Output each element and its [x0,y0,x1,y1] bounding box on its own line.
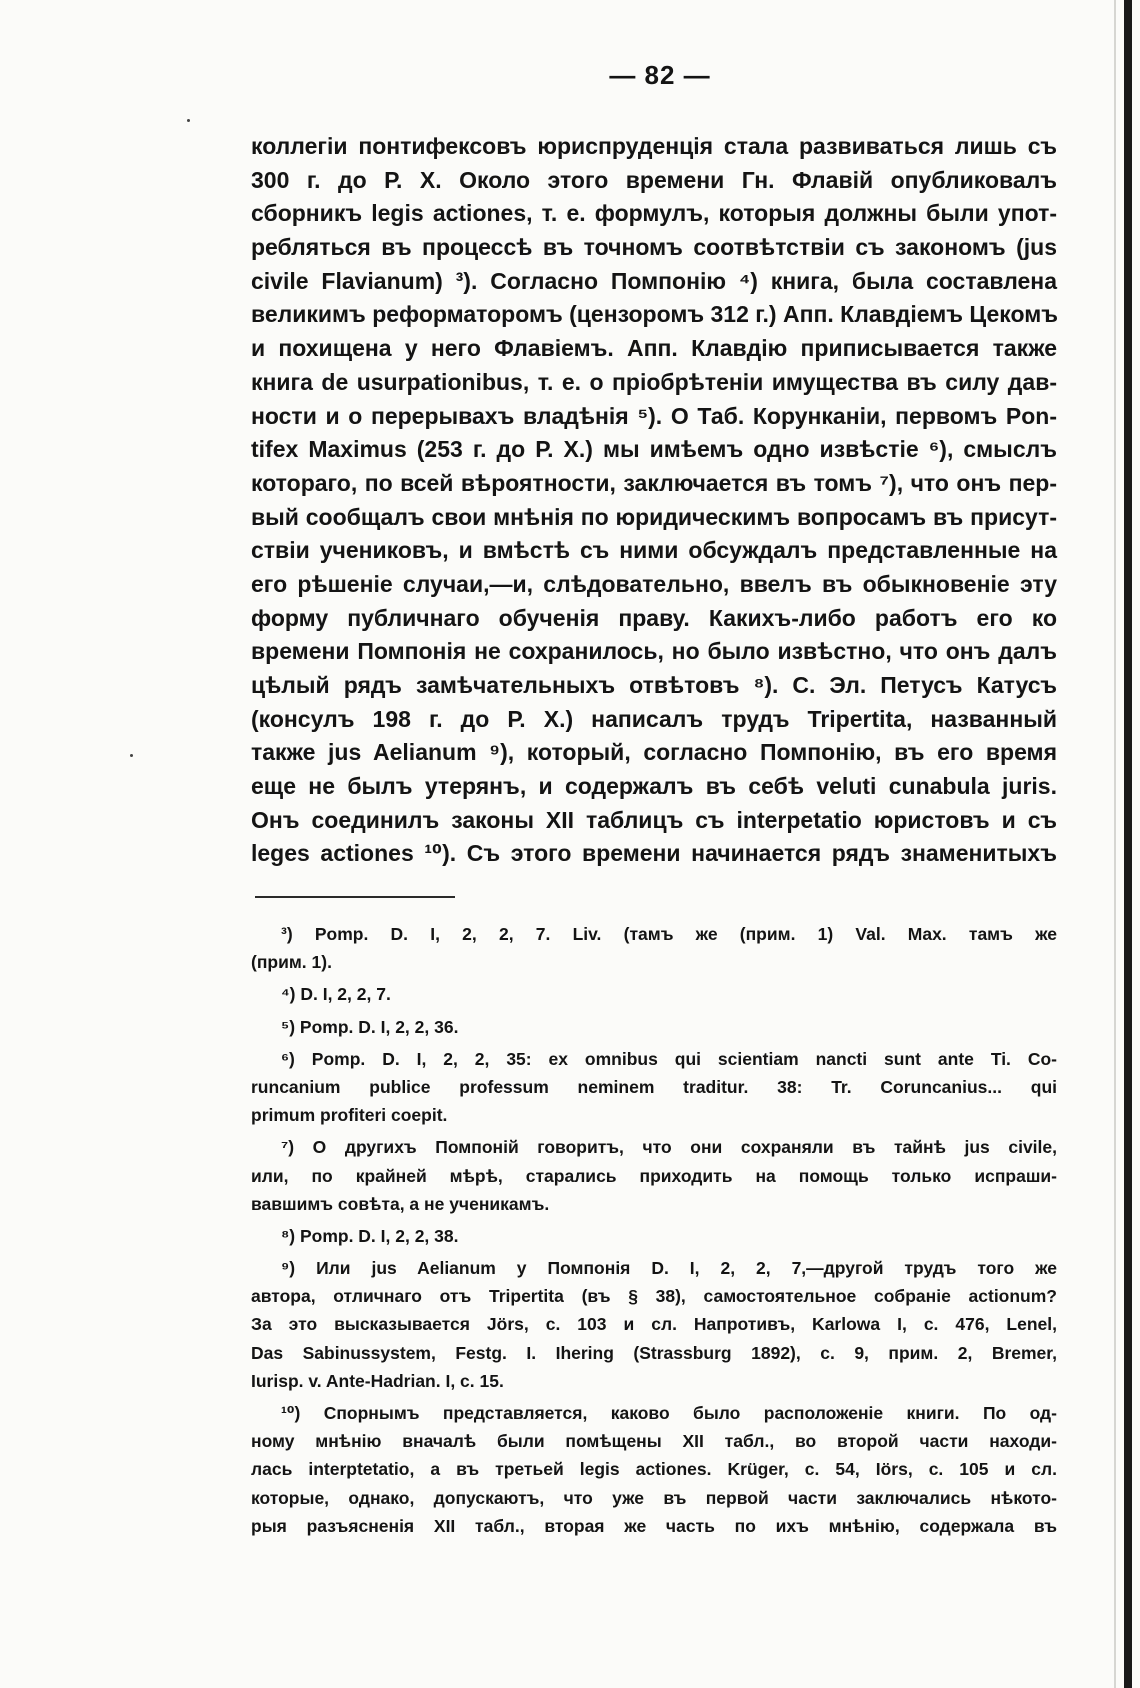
footnote-line: вавшимъ совѣта, а не ученикамъ. [251,1193,550,1214]
page-edge-binding [1124,0,1132,1688]
page-edge-shadow [1114,0,1116,1688]
footnote-6 [251,1045,1057,1130]
footnote-5 [251,1013,1057,1041]
footnote-line: runcanium publice professum neminem traditur. 38: Tr. Coruncanius... qui [251,1076,1057,1097]
footnote-line: primum profiteri coepit. [251,1105,448,1126]
footnote-line: которые, однако, допускаютъ, что уже въ первой части заключались нѣкото- [251,1487,1057,1508]
footnote-line: (прим. 1). [251,952,332,973]
text-line: также jus Aelianum ⁹), который, согласно Помпонію, въ его время [251,739,1057,766]
footnote-line: Das Sabinussystem, Festg. I. Ihering (Strassburg 1892), с. 9, прим. 2, Bremer, [251,1342,1057,1363]
text-line: великимъ реформаторомъ (цензоромъ 312 г.) Апп. Клавдіемъ Цекомъ [251,301,1058,328]
text-line: ствіи учениковъ, и вмѣстѣ съ ними обсуждалъ представленные на [251,537,1057,564]
footnote-divider [255,896,455,898]
footnote-line: лась interptetatio, а въ третьей legis actiones. Krüger, с. 54, Iörs, с. 105 и сл. [251,1459,1057,1480]
footnote-4 [251,980,1057,1008]
scan-speck [187,119,190,122]
text-line: книга de usurpationibus, т. е. о пріобрѣтеніи имущества въ силу дав- [251,368,1057,395]
footnote-8 [251,1222,1057,1250]
text-line: civile Flavianum) ³). Согласно Помпонію ⁴) книга, была составлена [251,267,1057,294]
footnote-line: Iurisp. v. Ante-Hadrian. I, с. 15. [251,1370,504,1391]
footnote-9 [251,1254,1057,1395]
text-line: 300 г. до Р. Х. Около этого времени Гн. Флавій опубликовалъ [251,166,1057,193]
footnotes [251,920,1057,1540]
text-line: коллегіи понтифексовъ юриспруденція стала развиваться лишь съ [251,133,1057,159]
text-line: ности и о перерывахъ владѣнія ⁵). О Таб. Корунканіи, первомъ Pon- [251,402,1057,429]
scan-speck [130,754,133,757]
text-line: и похищена у него Флавіемъ. Апп. Клавдію приписывается также [251,335,1057,362]
text-line: tifex Maximus (253 г. до Р. Х.) мы имѣемъ одно извѣстіе ⁶), смыслъ [251,436,1057,463]
text-line: Онъ соединилъ законы XII таблицъ съ interpetatio юристовъ и съ [251,806,1057,833]
footnote-line: ⁶) Pomp. D. I, 2, 2, 35: ex omnibus qui scientiam nancti sunt ante Ti. Co- [281,1048,1057,1069]
text-line: цѣлый рядъ замѣчательныхъ отвѣтовъ ⁸). С. Эл. Петусъ Катусъ [251,672,1057,698]
text-line: еще не былъ утерянъ, и содержалъ въ себѣ veluti cunabula juris. [251,773,1057,800]
text-line: времени Помпонія не сохранилось, но было извѣстно, что онъ далъ [251,638,1057,665]
footnote-line: За это высказывается Jörs, с. 103 и сл. Напротивъ, Karlowa I, с. 476, Lenel, [251,1314,1057,1335]
footnote-7 [251,1133,1057,1218]
text-line: котораго, по всей вѣроятности, заключается въ томъ ⁷), что онъ пер- [251,469,1057,496]
footnote-3 [251,920,1057,976]
footnote-line: ³) Pomp. D. I, 2, 2, 7. Liv. (тамъ же (прим. 1) Val. Max. тамъ же [281,924,1057,944]
text-line: ребляться въ процессѣ въ точномъ соотвѣтствіи съ закономъ (jus [251,234,1057,261]
text-line: форму публичнаго обученія праву. Какихъ-либо работъ его ко [251,604,1057,631]
footnote-line: рыя разъясненія XII табл., вторая же часть по ихъ мнѣнію, содержала въ [251,1515,1057,1536]
footnote-line: ному мнѣнію вначалѣ были помѣщены XII табл., во второй части находи- [251,1431,1057,1452]
text-line: его рѣшеніе случаи,—и, слѣдовательно, ввелъ въ обыкновеніе эту [251,570,1057,597]
footnote-line: ⁷) О другихъ Помпоній говоритъ, что они сохраняли въ тайнѣ jus civile, [281,1137,1057,1158]
text-line: (консулъ 198 г. до Р. Х.) написалъ трудъ Tripertita, названный [251,705,1057,732]
text-line: сборникъ legis actiones, т. е. формулъ, которыя должны были упот- [251,200,1057,227]
footnote-line: ⁴) D. I, 2, 2, 7. [281,984,391,1005]
footnote-line: или, по крайней мѣрѣ, старались приходить на помощь только испраши- [251,1165,1057,1186]
footnote-10 [251,1399,1057,1540]
main-text [251,130,1057,871]
page-number: — 82 — [609,60,711,90]
footnote-line: автора, отличнаго отъ Tripertita (въ § 38), самостоятельное собраніе actionum? [251,1286,1057,1307]
footnote-line: ⁸) Pomp. D. I, 2, 2, 38. [281,1225,459,1246]
text-line: leges actiones ¹⁰). Съ этого времени начинается рядъ знаменитыхъ [251,840,1057,867]
footnote-line: ¹⁰) Спорнымъ представляется, каково было расположеніе книги. По од- [281,1403,1057,1423]
footnote-line: ⁵) Pomp. D. I, 2, 2, 36. [281,1016,459,1037]
footnote-line: ⁹) Или jus Aelianum у Помпонія D. I, 2, 2, 7,—другой трудъ того же [281,1258,1057,1279]
text-line: вый сообщалъ свои мнѣнія по юридическимъ вопросамъ въ присут- [251,503,1057,530]
